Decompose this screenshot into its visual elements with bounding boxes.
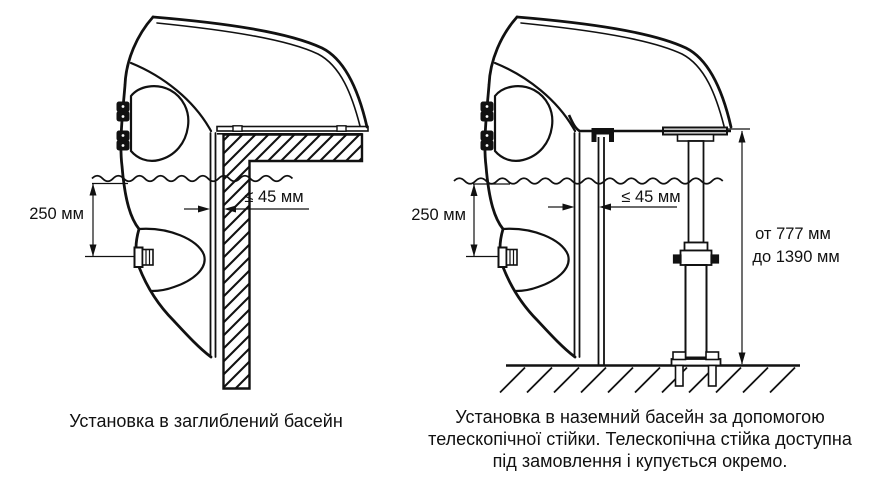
mounting-plate [217, 126, 368, 134]
telescopic-stand [663, 128, 727, 358]
dim-250mm-right [466, 184, 510, 257]
water-line-right [454, 178, 723, 184]
dim-stand-height-label-to: до 1390 мм [752, 248, 840, 266]
right-caption-line2: телескопічної стійки. Телескопічна стійка доступна [428, 429, 852, 449]
ground [500, 366, 800, 393]
dim-250mm-right-label: 250 мм [411, 206, 466, 224]
right-caption-line1: Установка в наземний басейн за допомогою [455, 407, 825, 427]
dim-45mm-left-label: ≤ 45 мм [244, 188, 304, 206]
dim-stand-height [726, 129, 750, 365]
figure-left [29, 17, 368, 431]
pool-wall-cross-section [224, 135, 363, 389]
figure-right [411, 17, 853, 471]
right-caption-line3: під замовлення і купується окремо. [492, 451, 788, 471]
dim-250mm-left-label: 250 мм [29, 205, 84, 223]
left-caption: Установка в заглиблений басейн [69, 411, 343, 431]
ground-hatch [500, 368, 795, 393]
dim-250mm-left [85, 184, 135, 257]
dim-45mm-right-label: ≤ 45 мм [621, 188, 681, 206]
dim-stand-height-label-from: от 777 мм [755, 225, 831, 243]
pool-wall-thin [599, 137, 605, 366]
